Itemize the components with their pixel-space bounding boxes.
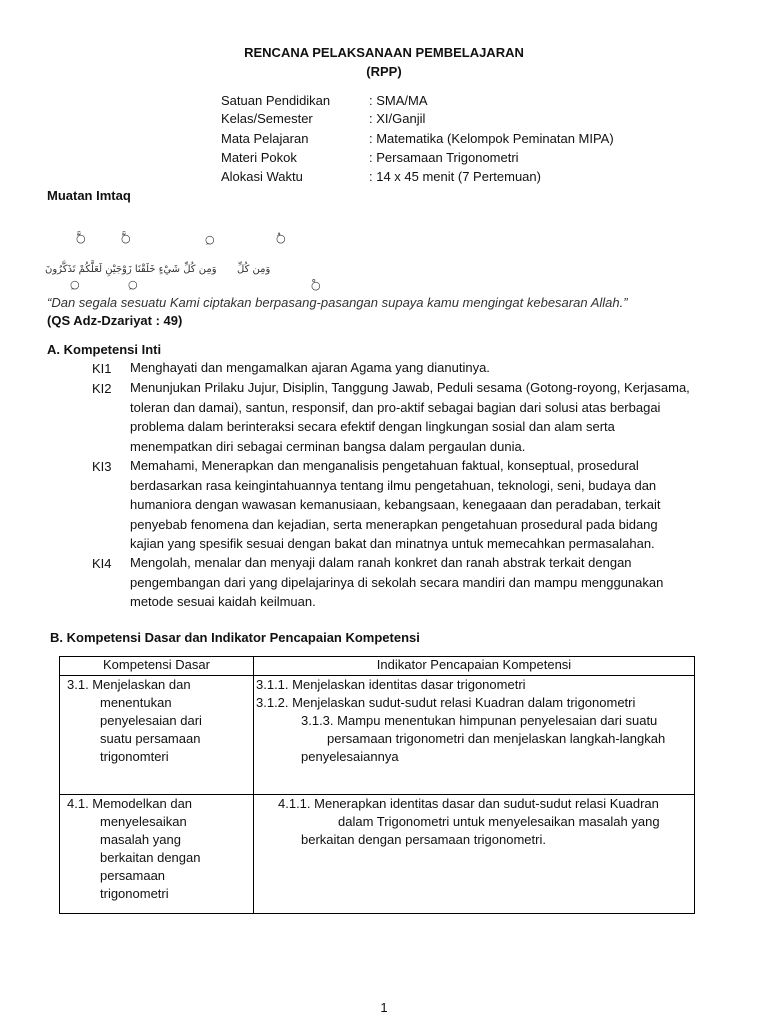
ki-text [130,358,490,378]
identity-value: : Persamaan Trigonometri [369,150,519,165]
ki-line: problema dalam berinteraksi secara efektif dengan lingkungan sosial dan alam serta [130,419,615,434]
identity-label: Kelas/Semester [221,111,313,126]
ki-line: berdasarkan rasa keingintahuannya tentang ilmu pengetahuan, teknologi, seni, budaya dan [130,477,657,493]
diacritic-mark: ○َّ [121,233,131,245]
ki-code: KI2 [92,381,112,396]
ipk-cell [254,676,695,795]
identity-value: : Matematika (Kelompok Peminatan MIPA) [369,131,614,146]
diacritic-mark: ○ُ [276,233,286,245]
ki-line: pengembangan dari yang dipelajarinya di sekolah secara mandiri dan mampu menggunakan [130,574,664,590]
ki-text [130,553,663,612]
ki-line: Menghayati dan mengamalkan ajaran Agama yang dianutinya. [130,360,490,375]
ki-line: kajian yang spesifik sesuai dengan bakat dan minatnya untuk memecahkan permasalahan. [130,536,655,551]
diacritic-mark: ○ِ [128,279,138,291]
ki-code: KI4 [92,556,112,571]
kd-line: berkaitan dengan [100,850,201,865]
ipk-line: persamaan trigonometri dan menjelaskan langkah-langkah [327,731,666,746]
kd-cell [60,795,254,914]
ki-line: metode sesuai kaidah keilmuan. [130,594,316,609]
table-row [60,676,695,795]
ipk-line: 3.1.1. Menjelaskan identitas dasar trigonometri [256,677,526,692]
document-subtitle: (RPP) [366,64,402,79]
identity-label: Satuan Pendidikan [221,93,331,108]
ipk-line: penyelesaiannya [301,749,399,764]
diacritic-mark: ○ِ [70,279,80,291]
ki-line: Memahami, Menerapkan dan menganalisis pengetahuan faktual, konseptual, prosedural [130,458,639,473]
kd-line: 4.1. Memodelkan dan [67,796,193,811]
kd-line: penyelesaian dari [100,713,202,728]
verse-source: (QS Adz-Dzariyat : 49) [47,313,183,328]
ki-line: penyebab fenomena dan kejadian, serta menerapkan pengetahuan prosedural pada bidang [130,516,658,532]
section-b-heading: B. Kompetensi Dasar dan Indikator Pencapaian Kompetensi [50,630,420,645]
verse-translation: “Dan segala sesuatu Kami ciptakan berpasang-pasangan supaya kamu mengingat kebesaran Allah.” [47,295,628,310]
ipk-line: 4.1.1. Menerapkan identitas dasar dan sudut-sudut relasi Kuadran [278,796,659,811]
kd-line: menentukan [100,695,172,710]
section-a-heading: A. Kompetensi Inti [47,342,162,357]
page-number: 1 [380,1000,388,1015]
competency-table [59,656,695,914]
identity-value: : 14 x 45 menit (7 Pertemuan) [369,169,541,184]
kd-line: menyelesaikan [100,814,187,829]
ki-line: toleran dan damai), santun, responsif, dan pro-aktif sebagai bagian dari solusi atas berbagai [130,399,661,415]
document-title: RENCANA PELAKSANAAN PEMBELAJARAN [244,45,524,60]
identity-label: Alokasi Waktu [221,169,303,184]
ki-text [130,456,661,554]
ipk-line: dalam Trigonometri untuk menyelesaikan masalah yang [338,814,660,829]
kd-cell [60,676,254,795]
column-header: Kompetensi Dasar [60,657,254,676]
ki-line: Mengolah, menalar dan menyaji dalam ranah konkret dan ranah abstrak terkait dengan [130,555,632,570]
diacritic-mark: ○ِ [205,234,215,246]
ki-line: Menunjukan Prilaku Jujur, Disiplin, Tanggung Jawab, Peduli sesama (Gotong-royong, Kerjasama, [130,380,690,395]
ipk-line: berkaitan dengan persamaan trigonometri. [301,832,546,847]
ki-code: KI1 [92,361,112,376]
kd-line: trigonometri [100,886,169,901]
kd-line: 3.1. Menjelaskan dan [67,677,191,692]
identity-label: Materi Pokok [221,150,297,165]
diacritic-mark: ○ْ [311,280,321,292]
ipk-line: 3.1.3. Mampu menentukan himpunan penyelesaian dari suatu [301,713,658,728]
arabic-text-left: وَمِن كُلِّ شَيْءٍ خَلَقْنَا زَوْجَيْنِ لَعَلَّكُمْ تَذَكَّرُونَ [45,264,217,275]
ipk-cell [254,795,695,914]
arabic-text-right: وَمِن كُلِّ [237,264,271,275]
kd-line: persamaan [100,868,166,883]
kd-line: suatu persamaan [100,731,201,746]
identity-value: : SMA/MA [369,93,428,108]
kd-line: trigonomteri [100,749,169,764]
table-row [60,795,695,914]
identity-label: Mata Pelajaran [221,131,309,146]
imtaq-heading: Muatan Imtaq [47,188,131,203]
identity-value: : XI/Ganjil [369,111,426,126]
kd-line: masalah yang [100,832,181,847]
ki-code: KI3 [92,459,112,474]
ki-line: humaniora dengan wawasan kemanusiaan, kebangsaan, kenegaaan dan peradaban, terkait [130,497,661,512]
ki-text [130,378,690,456]
ipk-line: 3.1.2. Menjelaskan sudut-sudut relasi Kuadran dalam trigonometri [256,695,636,710]
column-header: Indikator Pencapaian Kompetensi [254,657,695,676]
ki-line: menempatkan diri sebagai cerminan bangsa dalam pergaulan dunia. [130,438,526,454]
table-header-row [60,657,695,676]
diacritic-mark: ○َّ [76,233,86,245]
